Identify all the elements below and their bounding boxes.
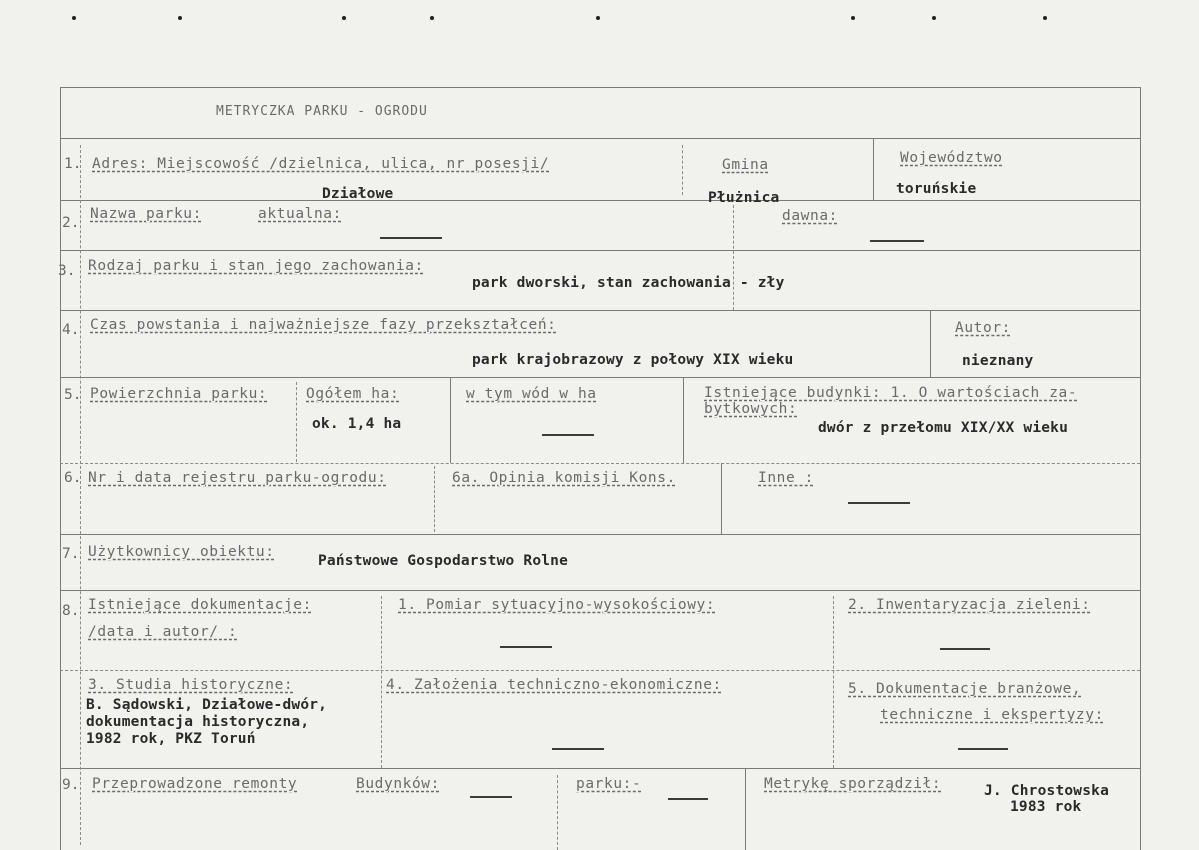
other-label: Inne : [758, 470, 814, 486]
registration-dot [72, 16, 76, 20]
historical-studies-value-2: dokumentacja historyczna, [86, 714, 310, 730]
row-line [60, 534, 1140, 535]
row-line [60, 310, 1140, 311]
col-line [873, 138, 874, 200]
area-label: Powierzchnia parku: [90, 386, 268, 402]
renovations-park-empty [668, 798, 708, 800]
card-title: METRYCZKA PARKU - OGRODU [216, 104, 428, 119]
section-number: 5. [64, 387, 82, 403]
register-label: Nr i data rejestru parku-ogrodu: [88, 470, 387, 486]
prepared-by-year: 1983 rok [1010, 799, 1082, 815]
tech-econ-empty [552, 748, 604, 750]
author-label: Autor: [955, 320, 1011, 336]
section-number: 1. [64, 156, 82, 172]
col-line [557, 775, 558, 850]
col-line [733, 205, 734, 310]
registration-dot [851, 16, 855, 20]
col-line [833, 596, 834, 768]
frame-top [60, 87, 1140, 88]
col-line [450, 377, 451, 463]
park-name-current-label: aktualna: [258, 206, 342, 222]
greenery-inventory-empty [940, 648, 990, 650]
row-line-dashed [60, 670, 1140, 671]
col-line [721, 463, 722, 534]
wojewodztwo-value: toruńskie [896, 181, 977, 197]
section-number: 4. [62, 322, 80, 338]
wojewodztwo-label: Województwo [900, 150, 1003, 166]
opinion-label: 6a. Opinia komisji Kons. [452, 470, 676, 486]
branch-docs-empty [958, 748, 1008, 750]
col-line [682, 145, 683, 195]
renovations-buildings-empty [470, 796, 512, 798]
frame-left [60, 87, 61, 850]
water-area-empty [542, 434, 594, 436]
branch-docs-label-1: 5. Dokumentacje branżowe, [848, 681, 1082, 697]
buildings-label-1: Istniejące budynki: 1. O wartościach za- [704, 385, 1078, 401]
park-type-value: park dworski, stan zachowania - zły [472, 275, 785, 291]
row-line [60, 590, 1140, 591]
col-line [434, 466, 435, 532]
prepared-by-name: J. Chrostowska [984, 783, 1110, 799]
section-number: 7. [62, 546, 80, 562]
col-line [683, 377, 684, 463]
col-line [745, 768, 746, 850]
park-name-former-label: dawna: [782, 208, 838, 224]
section-number: 6. [64, 470, 82, 486]
section-number: 2. [62, 215, 80, 231]
historical-studies-value-1: B. Sądowski, Działowe-dwór, [86, 697, 328, 713]
row-line [60, 200, 1140, 201]
users-value: Państwowe Gospodarstwo Rolne [318, 553, 569, 569]
survey-label: 1. Pomiar sytuacyjno-wysokościowy: [398, 597, 716, 613]
gmina-value: Płużnica [708, 190, 780, 206]
users-label: Użytkownicy obiektu: [88, 544, 275, 560]
row-line [60, 138, 1140, 139]
row-line [60, 768, 1140, 769]
registration-dot [342, 16, 346, 20]
historical-studies-label: 3. Studia historyczne: [88, 677, 294, 693]
renovations-label: Przeprowadzone remonty [92, 776, 298, 792]
origin-value: park krajobrazowy z połowy XIX wieku [472, 352, 794, 368]
tech-econ-label: 4. Założenia techniczno-ekonomiczne: [386, 677, 722, 693]
col-line [296, 382, 297, 462]
prepared-by-label: Metrykę sporządził: [764, 776, 942, 792]
row-line [60, 377, 1140, 378]
park-name-label: Nazwa parku: [90, 206, 202, 222]
author-value: nieznany [962, 353, 1034, 369]
park-name-former-empty [870, 240, 924, 242]
buildings-label-2: bytkowych: [704, 401, 798, 417]
renovations-park-label: parku:- [576, 776, 642, 792]
origin-label: Czas powstania i najważniejsze fazy przekształceń: [90, 317, 557, 333]
gmina-label: Gmina [722, 157, 769, 173]
registration-dot [596, 16, 600, 20]
col-line [930, 310, 931, 377]
section-number: 8. [62, 603, 80, 619]
margin-ticks [80, 145, 81, 845]
park-name-current-empty [380, 237, 442, 239]
area-total-value: ok. 1,4 ha [312, 416, 402, 432]
renovations-buildings-label: Budynków: [356, 776, 440, 792]
other-empty [848, 502, 910, 504]
registration-dot [932, 16, 936, 20]
frame-right [1140, 87, 1141, 850]
registration-dot [178, 16, 182, 20]
survey-empty [500, 646, 552, 648]
docs-label-2: /data i autor/ : [88, 624, 238, 640]
section-number: 3. [58, 263, 76, 279]
branch-docs-label-2: techniczne i ekspertyzy: [880, 707, 1104, 723]
greenery-inventory-label: 2. Inwentaryzacja zieleni: [848, 597, 1091, 613]
registration-dot [430, 16, 434, 20]
row-line [60, 250, 1140, 251]
area-total-label: Ogółem ha: [306, 386, 400, 402]
historical-studies-value-3: 1982 rok, PKZ Toruń [86, 731, 256, 747]
address-label: Adres: Miejscowość /dzielnica, ulica, nr posesji/ [92, 156, 550, 172]
registration-dot [1043, 16, 1047, 20]
park-type-label: Rodzaj parku i stan jego zachowania: [88, 258, 424, 274]
section-number: 9. [62, 777, 80, 793]
water-area-label: w tym wód w ha [466, 386, 597, 402]
docs-label-1: Istniejące dokumentacje: [88, 597, 312, 613]
row-line-dashed [60, 463, 1140, 464]
col-line [381, 596, 382, 768]
address-value: Działowe [322, 186, 394, 202]
buildings-value: dwór z przełomu XIX/XX wieku [818, 420, 1069, 436]
